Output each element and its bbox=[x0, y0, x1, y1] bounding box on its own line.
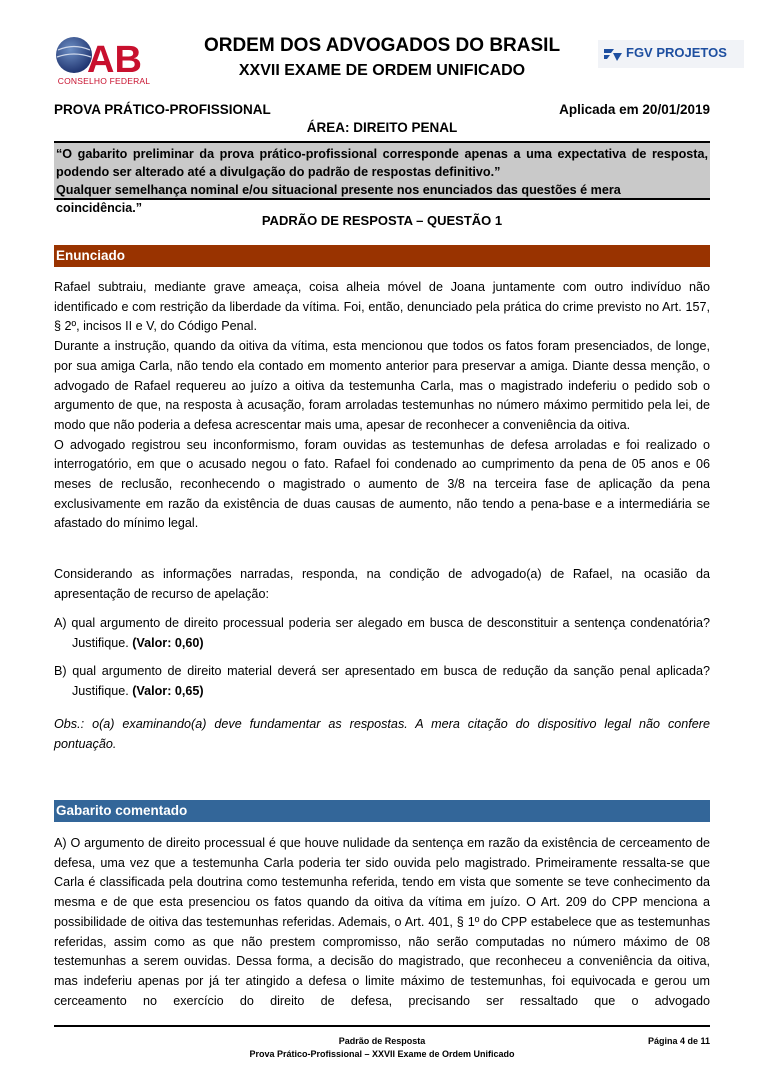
page-subtitle: XXVII EXAME DE ORDEM UNIFICADO bbox=[238, 62, 526, 79]
enunciado-prompt bbox=[54, 565, 710, 604]
gabarito-paragraph-1: A) O argumento de direito processual é que houve nulidade da sentença em razão da existência de cerceamento de defesa, uma vez que a testemunha Carla poderia ter sido ouvida pelo magistrado. Primeiramente ressalta-se que Carla é classificada pela doutrina como testemunha referida, tendo em vista que somente se teve conhecimento da mesma e de que esta presenciou os fatos quando da oitiva da vítima em juízo. O Art. 209 do CPP menciona a possibilidade de oitiva das testemunhas referidas. Ademais, o Art. 401, § 1º do CPP estabelece que as testemunhas referidas, assim como as que não prestem compromisso, não serão computadas no número máximo de 08 testemunhas a serem ouvidas. Dessa forma, a decisão do magistrado, que reconheceu a conveniência da oitiva, mas indeferiu apenas por já ter atingido a defesa o limite máximo de testemunhas, foi equivocada e gerou um cerceamento no exercício do direito de defesa, precisando ser ressaltado que o advogado bbox=[54, 836, 710, 1008]
question-b bbox=[54, 662, 710, 701]
question-b-text bbox=[54, 662, 710, 701]
question-a-value: (Valor: 0,60) bbox=[132, 635, 204, 650]
footer-subtitle: Prova Prático-Profissional – XXVII Exame de Ordem Unificado bbox=[249, 1049, 515, 1059]
footer-title: Padrão de Resposta bbox=[338, 1036, 426, 1046]
page-title: ORDEM DOS ADVOGADOS DO BRASIL bbox=[203, 35, 561, 56]
disclaimer-line-3: Qualquer semelhança nominal e/ou situacional presente nos enunciados das questões é mera coincidência.” bbox=[56, 183, 621, 215]
question-b-body: qual argumento de direito material deverá ser apresentado em busca de redução da sanção penal aplicada? Justifique. bbox=[72, 664, 710, 698]
question-a bbox=[54, 614, 710, 653]
question-a-body: qual argumento de direito processual poderia ser alegado em busca de desconstituir a sentença condenatória? Justifique. bbox=[71, 616, 710, 650]
fgv-logo bbox=[598, 40, 744, 68]
enunciado-heading: Enunciado bbox=[54, 245, 710, 267]
svg-text:AB: AB bbox=[87, 39, 142, 78]
oab-logo-graphic bbox=[54, 34, 154, 78]
enunciado-paragraph-4: Considerando as informações narradas, responda, na condição de advogado(a) de Rafael, na ocasião da apresentação de recurso de apelação: bbox=[54, 567, 710, 601]
gabarito-body bbox=[54, 834, 710, 1011]
oab-logo bbox=[54, 34, 154, 86]
question-b-value: (Valor: 0,65) bbox=[132, 683, 204, 698]
question-heading: PADRÃO DE RESPOSTA – QUESTÃO 1 bbox=[261, 213, 503, 228]
enunciado-paragraph-1: Rafael subtraiu, mediante grave ameaça, coisa alheia móvel de Joana juntamente com outro indivíduo não identificado e com restrição da liberdade da vítima. Foi, então, denunciado pela prática do crime previsto no Art. 157, § 2º, incisos II e V, do Código Penal. bbox=[54, 280, 710, 334]
disclaimer-line-1: “O gabarito preliminar da prova prático-profissional corresponde apenas a uma expectativa de resposta, bbox=[56, 147, 708, 161]
observation bbox=[54, 715, 710, 754]
question-b-prefix: B) bbox=[54, 664, 73, 678]
enunciado-paragraph-3: O advogado registrou seu inconformismo, foram ouvidas as testemunhas de defesa arroladas e foi realizado o interrogatório, em que o acusado negou o fato. Rafael foi condenado ao cumprimento da pena de 05 anos e 06 meses de reclusão, reconhecendo o magistrado o aumento de 3/8 na terceira fase de aplicação da pena exclusivamente em razão da existência de duas causas de aumento, não tendo a pena-base e a intermediária se afastado do mínimo legal. bbox=[54, 437, 710, 531]
disclaimer-box bbox=[54, 141, 710, 215]
enunciado-paragraph-2: Durante a instrução, quando da oitiva da vítima, esta mencionou que todos os fatos foram presenciados, de longe, por sua amiga Carla, não tendo ela contado em momento anterior para preservar a amiga. Diante dessa menção, o advogado de Rafael requereu ao juízo a oitiva da testemunha Carla, mas o magistrado indeferiu o pedido sob o argumento de que, na resposta à acusação, foram arroladas testemunhas no número máximo permitido pela lei, de modo que não poderia a defesa acrescentar mais uma, apesar de reconhecer a conveniência da oitiva. bbox=[54, 339, 710, 432]
question-a-prefix: A) bbox=[54, 616, 72, 630]
oab-logo-subtext: CONSELHO FEDERAL bbox=[57, 76, 151, 86]
fgv-mark-icon bbox=[600, 40, 626, 68]
exam-area: ÁREA: DIREITO PENAL bbox=[306, 120, 458, 135]
question-a-text bbox=[54, 614, 710, 653]
footer-divider bbox=[54, 1025, 710, 1027]
fgv-logo-text: FGV PROJETOS bbox=[626, 45, 727, 60]
observation-text: Obs.: o(a) examinando(a) deve fundamentar as respostas. A mera citação do dispositivo legal não confere pontuação. bbox=[54, 717, 710, 751]
gabarito-heading: Gabarito comentado bbox=[54, 800, 710, 822]
disclaimer-line-2: podendo ser alterado até a divulgação do padrão de respostas definitivo.” bbox=[56, 165, 501, 179]
page-number: Página 4 de 11 bbox=[647, 1036, 710, 1046]
exam-type: PROVA PRÁTICO-PROFISSIONAL bbox=[54, 102, 271, 117]
exam-date: Aplicada em 20/01/2019 bbox=[559, 102, 710, 117]
enunciado-body bbox=[54, 278, 710, 534]
